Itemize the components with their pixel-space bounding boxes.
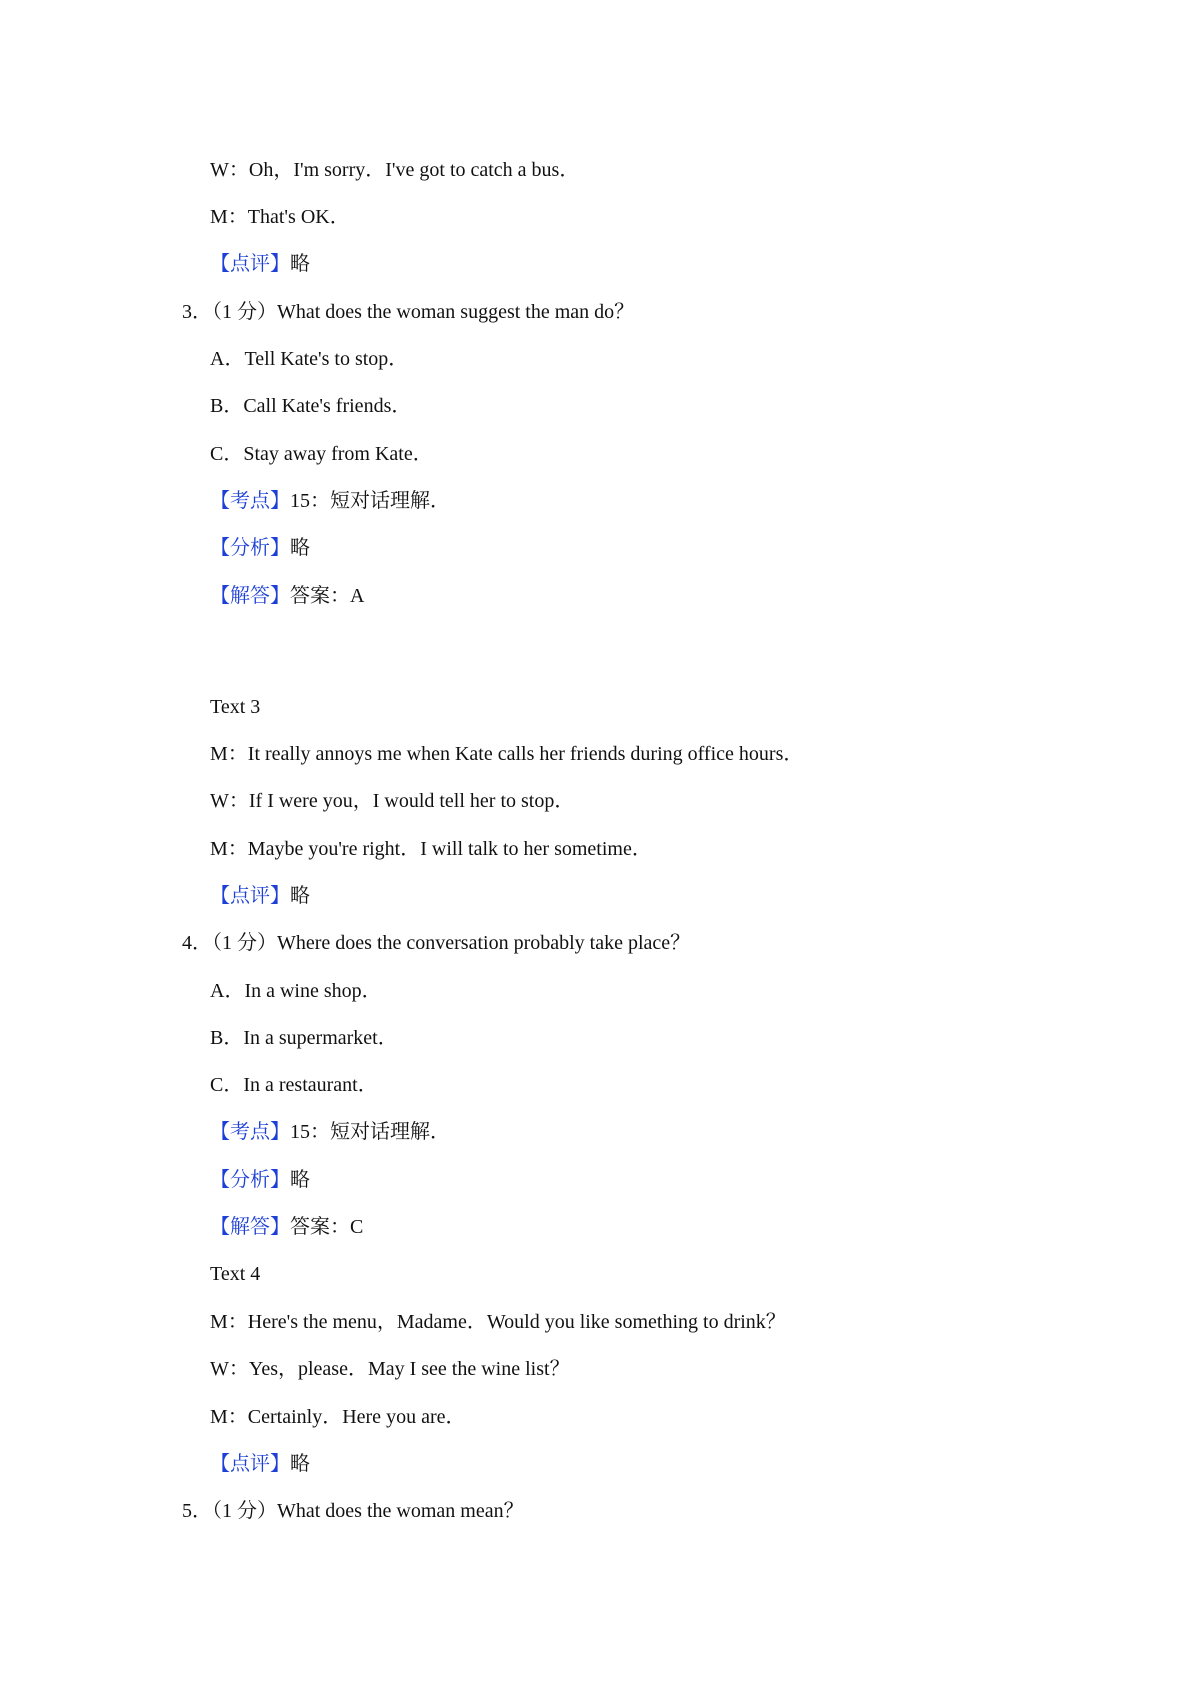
fenxi-tag: 【分析】 (210, 1169, 290, 1191)
question-3-fenxi (210, 536, 310, 560)
text-3-title: Text 3 (210, 696, 261, 718)
fenxi-text: 略 (290, 1169, 310, 1191)
text-3-line-1: M：It really annoys me when Kate calls her friends during office hours． (210, 743, 804, 765)
question-4-option-b: B．In a supermarket． (210, 1027, 398, 1049)
question-3-option-c: C．Stay away from Kate． (210, 443, 433, 465)
kaodian-text: 15：短对话理解． (290, 490, 450, 512)
question-3-kaodian (210, 489, 450, 513)
kaodian-tag: 【考点】 (210, 490, 290, 512)
jieda-text: 答案：A (290, 585, 365, 607)
fenxi-tag: 【分析】 (210, 537, 290, 559)
question-5-stem: 5．（1 分）What does the woman mean？ (182, 1500, 524, 1522)
text-3-line-2: W：If I were you，I would tell her to stop． (210, 790, 575, 812)
text-4-title: Text 4 (210, 1263, 261, 1285)
question-4-jieda (210, 1215, 363, 1239)
dialogue-line-m: M：That's OK． (210, 206, 350, 228)
comment-text: 略 (290, 253, 310, 275)
text-4-line-1: M：Here's the menu，Madame．Would you like something to drink？ (210, 1311, 786, 1333)
comment-line (210, 252, 310, 276)
question-4-stem: 4．（1 分）Where does the conversation probably take place？ (182, 932, 691, 954)
question-3-option-b: B．Call Kate's friends． (210, 395, 412, 417)
text-3-line-3: M：Maybe you're right．I will talk to her sometime． (210, 838, 652, 860)
text-4-comment (210, 1452, 310, 1476)
jieda-tag: 【解答】 (210, 585, 290, 607)
question-3-option-a: A．Tell Kate's to stop． (210, 348, 409, 370)
jieda-tag: 【解答】 (210, 1216, 290, 1238)
kaodian-tag: 【考点】 (210, 1121, 290, 1143)
dialogue-line-w: W：Oh，I'm sorry．I've got to catch a bus． (210, 159, 580, 181)
comment-tag: 【点评】 (210, 885, 290, 907)
fenxi-text: 略 (290, 537, 310, 559)
comment-text: 略 (290, 1453, 310, 1475)
comment-tag: 【点评】 (210, 1453, 290, 1475)
text-4-line-3: M：Certainly．Here you are． (210, 1406, 466, 1428)
comment-tag: 【点评】 (210, 253, 290, 275)
comment-text: 略 (290, 885, 310, 907)
kaodian-text: 15：短对话理解． (290, 1121, 450, 1143)
jieda-text: 答案：C (290, 1216, 364, 1238)
question-3-jieda (210, 584, 364, 608)
question-4-option-a: A．In a wine shop． (210, 980, 382, 1002)
text-3-comment (210, 884, 310, 908)
text-4-line-2: W：Yes，please．May I see the wine list？ (210, 1358, 570, 1380)
question-3-stem: 3．（1 分）What does the woman suggest the man do？ (182, 301, 635, 323)
question-4-fenxi (210, 1168, 310, 1192)
question-4-option-c: C．In a restaurant． (210, 1074, 378, 1096)
question-4-kaodian (210, 1120, 450, 1144)
